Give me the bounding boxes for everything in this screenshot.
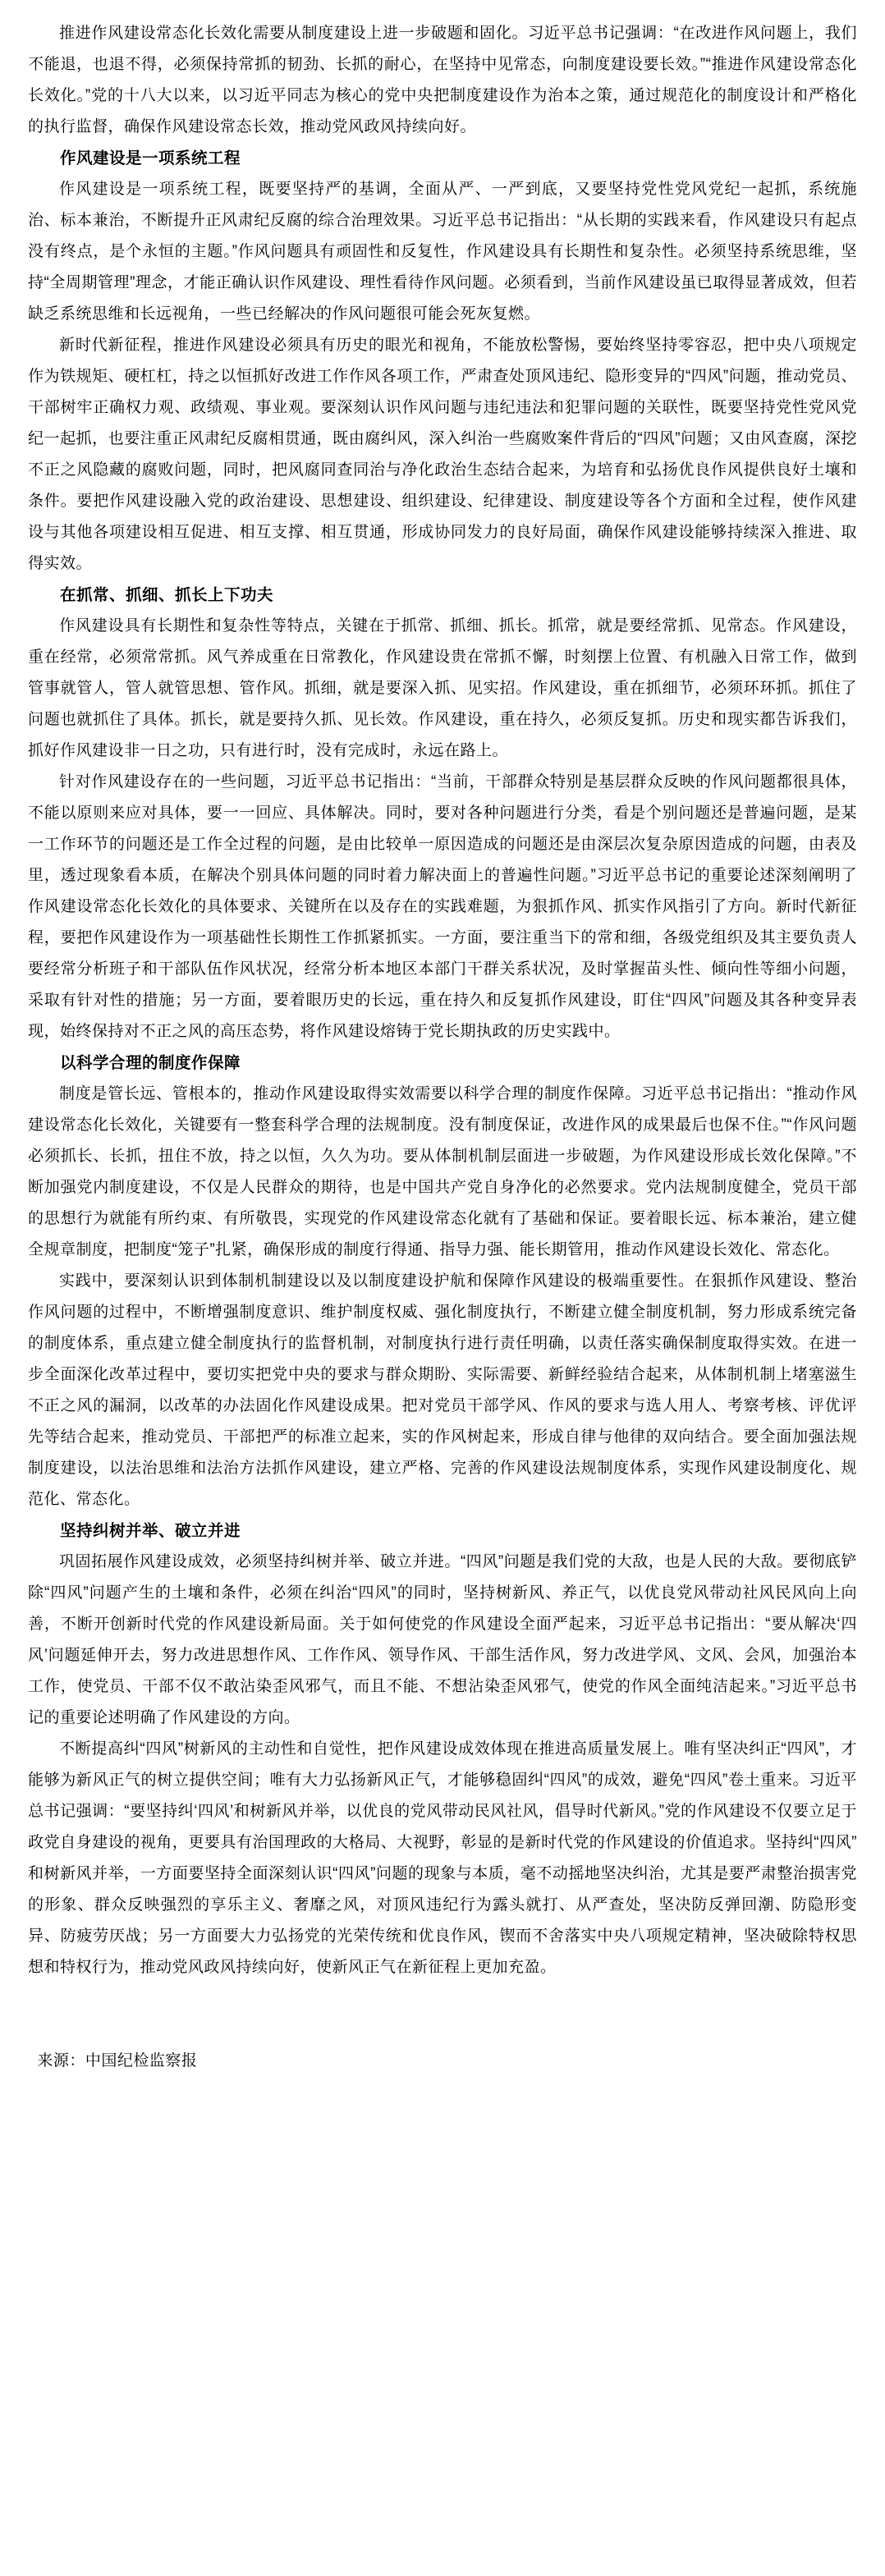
paragraph: 制度是管长远、管根本的，推动作风建设取得实效需要以科学合理的制度作保障。习近平总书记指出：“推动作风建设常态化长效化，关键要有一整套科学合理的法规制度。没有制度保证，改进作风的成果最后也保不住。”“作风问题必须抓长、长抓，扭住不放，持之以恒，久久为功。要从体制机制层面进一步破题，为作风建设形成长效化保障。”不断加强党内制度建设，不仅是人民群众的期待，也是中国共产党自身净化的必然要求。党内法规制度健全，党员干部的思想行为就能有所约束、有所敬畏，实现党的作风建设常态化就有了基础和保证。要着眼长远、标本兼治，建立健全规章制度，把制度“笼子”扎紧，确保形成的制度行得通、指导力强、能长期管用，推动作风建设长效化、常态化。 — [28, 1085, 857, 1258]
paragraph: 作风建设具有长期性和复杂性等特点，关键在于抓常、抓细、抓长。抓常，就是要经常抓、见常态。作风建设，重在经常，必须常常抓。风气养成重在日常教化，作风建设贵在常抓不懈，时刻摆上位置、有机融入日常工作，做到管事就管人，管人就管思想、管作风。抓细，就是要深入抓、见实招。作风建设，重在抓细节，必须环环抓。抓住了问题也就抓住了具体。抓长，就是要持久抓、见长效。作风建设，重在持久，必须反复抓。历史和现实都告诉我们，抓好作风建设非一日之功，只有进行时，没有完成时，永远在路上。 — [28, 617, 857, 759]
section-heading-3: 以科学合理的制度作保障 — [60, 1054, 241, 1072]
paragraph: 新时代新征程，推进作风建设必须具有历史的眼光和视角，不能放松警惕，要始终坚持零容忍，把中央八项规定作为铁规矩、硬杠杠，持之以恒抓好改进工作作风各项工作，严肃查处顶风违纪、隐形变异的“四风”问题，推动党员、干部树牢正确权力观、政绩观、事业观。要深刻认识作风问题与违纪违法和犯罪问题的关联性，既要坚持党性党风党纪一起抓，也要注重正风肃纪反腐相贯通，既由腐纠风，深入纠治一些腐败案件背后的“四风”问题；又由风查腐，深挖不正之风隐藏的腐败问题，同时，把风腐同查同治与净化政治生态结合起来，为培育和弘扬优良作风提供良好土壤和条件。要把作风建设融入党的政治建设、思想建设、组织建设、纪律建设、制度建设等各个方面和全过程，使作风建设与其他各项建设相互促进、相互支撑、相互贯通，形成协同发力的良好局面，确保作风建设能够持续深入推进、取得实效。 — [28, 337, 857, 572]
paragraph-intro: 推进作风建设常态化长效化需要从制度建设上进一步破题和固化。习近平总书记强调：“在改进作风问题上，我们不能退，也退不得，必须保持常抓的韧劲、长抓的耐心，在坚持中见常态，向制度建设要长效。”“推进作风建设常态化长效化。”党的十八大以来，以习近平同志为核心的党中央把制度建设作为治本之策，通过规范化的制度设计和严格化的执行监督，确保作风建设常态长效，推动党风政风持续向好。 — [28, 25, 857, 135]
paragraph: 作风建设是一项系统工程，既要坚持严的基调，全面从严、一严到底，又要坚持党性党风党纪一起抓，系统施治、标本兼治，不断提升正风肃纪反腐的综合治理效果。习近平总书记指出：“从长期的实践来看，作风建设只有起点没有终点，是个永恒的主题。”作风问题具有顽固性和反复性，作风建设具有长期性和复杂性。必须坚持系统思维，坚持“全周期管理”理念，才能正确认识作风建设、理性看待作风问题。必须看到，当前作风建设虽已取得显著成效，但若缺乏系统思维和长远视角，一些已经解决的作风问题很可能会死灰复燃。 — [28, 181, 857, 323]
section-heading-2: 在抓常、抓细、抓长上下功夫 — [60, 586, 274, 604]
article-body — [28, 18, 857, 1983]
paragraph: 不断提高纠“四风”树新风的主动性和自觉性，把作风建设成效体现在推进高质量发展上。唯有坚决纠正“四风”，才能够为新风正气的树立提供空间；唯有大力弘扬新风正气，才能够稳固纠“四风”的成效，避免“四风”卷土重来。习近平总书记强调：“要坚持纠‘四风’和树新风并举，以优良的党风带动民风社风，倡导时代新风。”党的作风建设不仅要立足于政党自身建设的视角，更要具有治国理政的大格局、大视野，彰显的是新时代党的作风建设的价值追求。坚持纠“四风”和树新风并举，一方面要坚持全面深刻认识“四风”问题的现象与本质，毫不动摇地坚决纠治，尤其是要严肃整治损害党的形象、群众反映强烈的享乐主义、奢靡之风，对顶风违纪行为露头就打、从严查处，坚决防反弹回潮、防隐形变异、防疲劳厌战；另一方面要大力弘扬党的光荣传统和优良作风，锲而不舍落实中央八项规定精神，坚决破除特权思想和特权行为，推动党风政风持续向好，使新风正气在新征程上更加充盈。 — [28, 1740, 857, 1976]
section-heading-4: 坚持纠树并举、破立并进 — [60, 1522, 241, 1540]
source-line: 来源：中国纪检监察报 — [37, 2052, 198, 2070]
paragraph: 针对作风建设存在的一些问题，习近平总书记指出：“当前，干部群众特别是基层群众反映的作风问题都很具体，不能以原则来应对具体，要一一回应、具体解决。同时，要对各种问题进行分类，看是个别问题还是普遍问题，是某一工作环节的问题还是工作全过程的问题，是由比较单一原因造成的问题还是由深层次复杂原因造成的问题，由表及里，透过现象看本质，在解决个别具体问题的同时着力解决面上的普遍性问题。”习近平总书记的重要论述深刻阐明了作风建设常态化长效化的具体要求、关键所在以及存在的实践难题，为狠抓作风、抓实作风指引了方向。新时代新征程，要把作风建设作为一项基础性长期性工作抓紧抓实。一方面，要注重当下的常和细，各级党组织及其主要负责人要经常分析班子和干部队伍作风状况，经常分析本地区本部门干群关系状况，及时掌握苗头性、倾向性等细小问题，采取有针对性的措施；另一方面，要着眼历史的长远，重在持久和反复抓作风建设，盯住“四风”问题及其各种变异表现，始终保持对不正之风的高压态势，将作风建设熔铸于党长期执政的历史实践中。 — [28, 773, 857, 1040]
paragraph: 巩固拓展作风建设成效，必须坚持纠树并举、破立并进。“四风”问题是我们党的大敌，也是人民的大敌。要彻底铲除“四风”问题产生的土壤和条件，必须在纠治“四风”的同时，坚持树新风、养正气，以优良党风带动社风民风向上向善，不断开创新时代党的作风建设新局面。关于如何使党的作风建设全面严起来，习近平总书记指出：“要从解决‘四风’问题延伸开去，努力改进思想作风、工作作风、领导作风、干部生活作风，努力改进学风、文风、会风，加强治本工作，使党员、干部不仅不敢沾染歪风邪气，而且不能、不想沾染歪风邪气，使党的作风全面纯洁起来。”习近平总书记的重要论述明确了作风建设的方向。 — [28, 1553, 857, 1726]
section-heading-1: 作风建设是一项系统工程 — [60, 149, 241, 167]
paragraph: 实践中，要深刻认识到体制机制建设以及以制度建设护航和保障作风建设的极端重要性。在狠抓作风建设、整治作风问题的过程中，不断增强制度意识、维护制度权威、强化制度执行，不断建立健全制度机制，努力形成系统完备的制度体系，重点建立健全制度执行的监督机制，对制度执行进行责任明确，以责任落实确保制度取得实效。在进一步全面深化改革过程中，要切实把党中央的要求与群众期盼、实际需要、新鲜经验结合起来，从体制机制上堵塞滋生不正之风的漏洞，以改革的办法固化作风建设成果。把对党员干部学风、作风的要求与选人用人、考察考核、评优评先等结合起来，推动党员、干部把严的标准立起来，实的作风树起来，形成自律与他律的双向结合。要全面加强法规制度建设，以法治思维和法治方法抓作风建设，建立严格、完善的作风建设法规制度体系，实现作风建设制度化、规范化、常态化。 — [28, 1272, 857, 1508]
